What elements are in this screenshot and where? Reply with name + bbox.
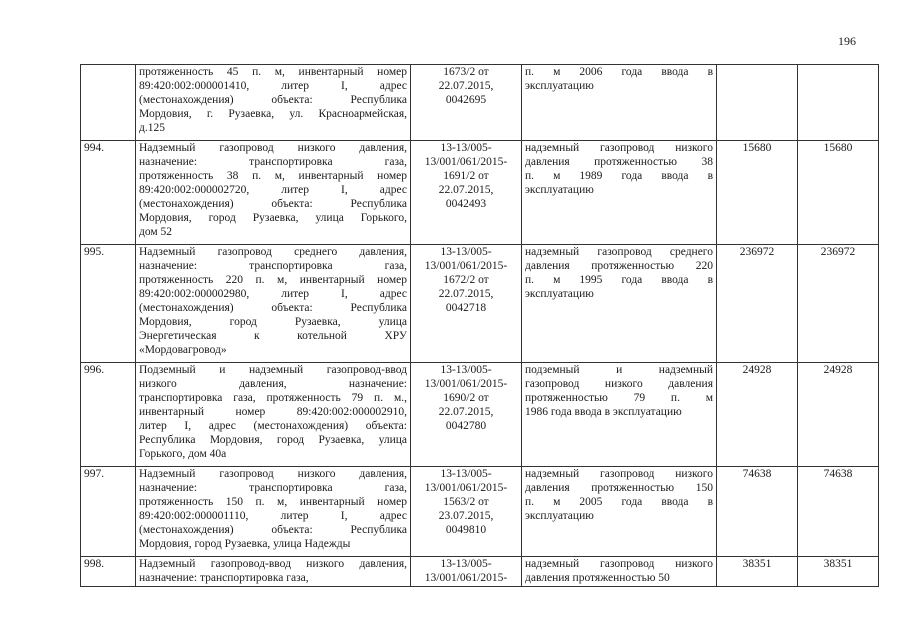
row-number: 997. bbox=[81, 467, 136, 557]
registration-line: 22.07.2015, bbox=[438, 288, 494, 300]
characteristics-line: п. м 1995 года ввода в bbox=[525, 274, 713, 286]
row-number bbox=[81, 65, 136, 141]
registration-line: 13/001/061/2015- bbox=[424, 482, 508, 494]
object-characteristics bbox=[522, 245, 717, 363]
table-row bbox=[81, 363, 879, 467]
book-value: 236972 bbox=[717, 245, 798, 363]
registration-line: 1672/2 от bbox=[443, 274, 489, 286]
description-line: Мордовия, город Рузаевка, улица Горького, bbox=[139, 212, 407, 224]
registration-line: 13-13/005- bbox=[440, 558, 492, 570]
book-value: 24928 bbox=[717, 363, 798, 467]
residual-value bbox=[798, 65, 879, 141]
object-description bbox=[136, 65, 411, 141]
description-line: (местонахождения) объекта: Республика bbox=[139, 198, 407, 210]
registration-number bbox=[411, 65, 522, 141]
description-line: д.125 bbox=[139, 122, 165, 134]
registration-line: 13/001/061/2015- bbox=[424, 572, 508, 584]
description-line: Подземный и надземный газопровод-ввод bbox=[139, 364, 407, 376]
registration-line: 1691/2 от bbox=[443, 170, 489, 182]
description-line: дом 52 bbox=[139, 226, 173, 238]
registration-number bbox=[411, 467, 522, 557]
row-number: 994. bbox=[81, 141, 136, 245]
registration-line: 13-13/005- bbox=[440, 364, 492, 376]
characteristics-line: эксплуатацию bbox=[525, 288, 594, 300]
description-line: 89:420:002:000001410, литер I, адрес bbox=[139, 80, 407, 92]
characteristics-line: 1986 года ввода в эксплуатацию bbox=[525, 406, 682, 418]
object-characteristics bbox=[522, 557, 717, 587]
table-row bbox=[81, 141, 879, 245]
registration-number bbox=[411, 245, 522, 363]
characteristics-line: давления протяженностью 220 bbox=[525, 260, 713, 272]
description-line: Мордовия, г. Рузаевка, ул. Красноармейская, bbox=[139, 108, 407, 120]
registration-number bbox=[411, 141, 522, 245]
object-characteristics bbox=[522, 65, 717, 141]
object-characteristics bbox=[522, 467, 717, 557]
residual-value: 24928 bbox=[798, 363, 879, 467]
registration-line: 13/001/061/2015- bbox=[424, 156, 508, 168]
characteristics-line: п. м 2006 года ввода в bbox=[525, 66, 713, 78]
description-line: (местонахождения) объекта: Республика bbox=[139, 524, 407, 536]
object-description bbox=[136, 141, 411, 245]
characteristics-line: эксплуатацию bbox=[525, 184, 594, 196]
registration-line: 0049810 bbox=[445, 524, 487, 536]
registration-line: 0042695 bbox=[445, 94, 487, 106]
registration-line: 0042718 bbox=[445, 302, 487, 314]
description-line: назначение: транспортировка газа, bbox=[139, 482, 407, 494]
description-line: 89:420:002:000002980, литер I, адрес bbox=[139, 288, 407, 300]
row-number: 996. bbox=[81, 363, 136, 467]
page-number: 196 bbox=[838, 34, 856, 48]
characteristics-line: надземный газопровод низкого bbox=[525, 142, 713, 154]
description-line: (местонахождения) объекта: Республика bbox=[139, 94, 407, 106]
row-number: 995. bbox=[81, 245, 136, 363]
registration-line: 1563/2 от bbox=[443, 496, 489, 508]
description-line: Надземный газопровод низкого давления, bbox=[139, 468, 407, 480]
description-line: Энергетическая к котельной ХРУ bbox=[139, 330, 407, 342]
registration-line: 0042780 bbox=[445, 420, 487, 432]
registry-table-body bbox=[81, 65, 879, 587]
book-value: 15680 bbox=[717, 141, 798, 245]
object-description bbox=[136, 557, 411, 587]
characteristics-line: давления протяженностью 38 bbox=[525, 156, 713, 168]
table-row bbox=[81, 65, 879, 141]
registration-number bbox=[411, 363, 522, 467]
description-line: «Мордовагровод» bbox=[139, 344, 227, 356]
registration-number bbox=[411, 557, 522, 587]
registry-table bbox=[80, 64, 879, 587]
registration-line: 13/001/061/2015- bbox=[424, 378, 508, 390]
description-line: протяженность 38 п. м, инвентарный номер bbox=[139, 170, 407, 182]
characteristics-line: газопровод низкого давления bbox=[525, 378, 713, 390]
description-line: транспортировка газа, протяженность 79 п. м., bbox=[139, 392, 407, 404]
description-line: литер I, адрес (местонахождения) объекта: bbox=[139, 420, 407, 432]
registration-line: 23.07.2015, bbox=[438, 510, 494, 522]
registration-line: 13-13/005- bbox=[440, 246, 492, 258]
characteristics-line: давления протяженностью 50 bbox=[525, 572, 670, 584]
description-line: (местонахождения) объекта: Республика bbox=[139, 302, 407, 314]
description-line: низкого давления, назначение: bbox=[139, 378, 407, 390]
characteristics-line: эксплуатацию bbox=[525, 510, 594, 522]
description-line: Надземный газопровод среднего давления, bbox=[139, 246, 407, 258]
residual-value: 38351 bbox=[798, 557, 879, 587]
object-description bbox=[136, 245, 411, 363]
book-value: 74638 bbox=[717, 467, 798, 557]
description-line: назначение: транспортировка газа, bbox=[139, 260, 407, 272]
book-value: 38351 bbox=[717, 557, 798, 587]
description-line: Горького, дом 40а bbox=[139, 448, 227, 460]
registration-line: 22.07.2015, bbox=[438, 80, 494, 92]
description-line: назначение: транспортировка газа, bbox=[139, 156, 407, 168]
table-row bbox=[81, 467, 879, 557]
characteristics-line: надземный газопровод низкого bbox=[525, 468, 713, 480]
object-description bbox=[136, 363, 411, 467]
description-line: назначение: транспортировка газа, bbox=[139, 572, 309, 584]
registration-line: 13/001/061/2015- bbox=[424, 260, 508, 272]
description-line: протяженность 220 п. м, инвентарный номер bbox=[139, 274, 407, 286]
characteristics-line: протяженностью 79 п. м bbox=[525, 392, 713, 404]
registration-line: 1673/2 от bbox=[443, 66, 489, 78]
registration-line: 13-13/005- bbox=[440, 468, 492, 480]
table-row bbox=[81, 245, 879, 363]
residual-value: 15680 bbox=[798, 141, 879, 245]
table-row bbox=[81, 557, 879, 587]
registration-line: 22.07.2015, bbox=[438, 406, 494, 418]
registration-line: 1690/2 от bbox=[443, 392, 489, 404]
characteristics-line: надземный газопровод среднего bbox=[525, 246, 713, 258]
registration-line: 13-13/005- bbox=[440, 142, 492, 154]
description-line: протяженность 45 п. м, инвентарный номер bbox=[139, 66, 407, 78]
description-line: протяженность 150 п. м, инвентарный номер bbox=[139, 496, 407, 508]
residual-value: 74638 bbox=[798, 467, 879, 557]
characteristics-line: п. м 2005 года ввода в bbox=[525, 496, 713, 508]
object-characteristics bbox=[522, 363, 717, 467]
characteristics-line: надземный газопровод низкого bbox=[525, 558, 713, 570]
description-line: инвентарный номер 89:420:002:000002910, bbox=[139, 406, 407, 418]
residual-value: 236972 bbox=[798, 245, 879, 363]
characteristics-line: подземный и надземный bbox=[525, 364, 713, 376]
description-line: Мордовия, город Рузаевка, улица Надежды bbox=[139, 538, 351, 550]
description-line: 89:420:002:000001110, литер I, адрес bbox=[139, 510, 407, 522]
book-value bbox=[717, 65, 798, 141]
row-number: 998. bbox=[81, 557, 136, 587]
registration-line: 0042493 bbox=[445, 198, 487, 210]
description-line: Республика Мордовия, город Рузаевка, улица bbox=[139, 434, 407, 446]
description-line: Мордовия, город Рузаевка, улица bbox=[139, 316, 407, 328]
description-line: Надземный газопровод-ввод низкого давления, bbox=[139, 558, 407, 570]
registration-line: 22.07.2015, bbox=[438, 184, 494, 196]
object-characteristics bbox=[522, 141, 717, 245]
characteristics-line: эксплуатацию bbox=[525, 80, 594, 92]
description-line: 89:420:002:000002720, литер I, адрес bbox=[139, 184, 407, 196]
characteristics-line: п. м 1989 года ввода в bbox=[525, 170, 713, 182]
description-line: Надземный газопровод низкого давления, bbox=[139, 142, 407, 154]
object-description bbox=[136, 467, 411, 557]
characteristics-line: давления протяженностью 150 bbox=[525, 482, 713, 494]
